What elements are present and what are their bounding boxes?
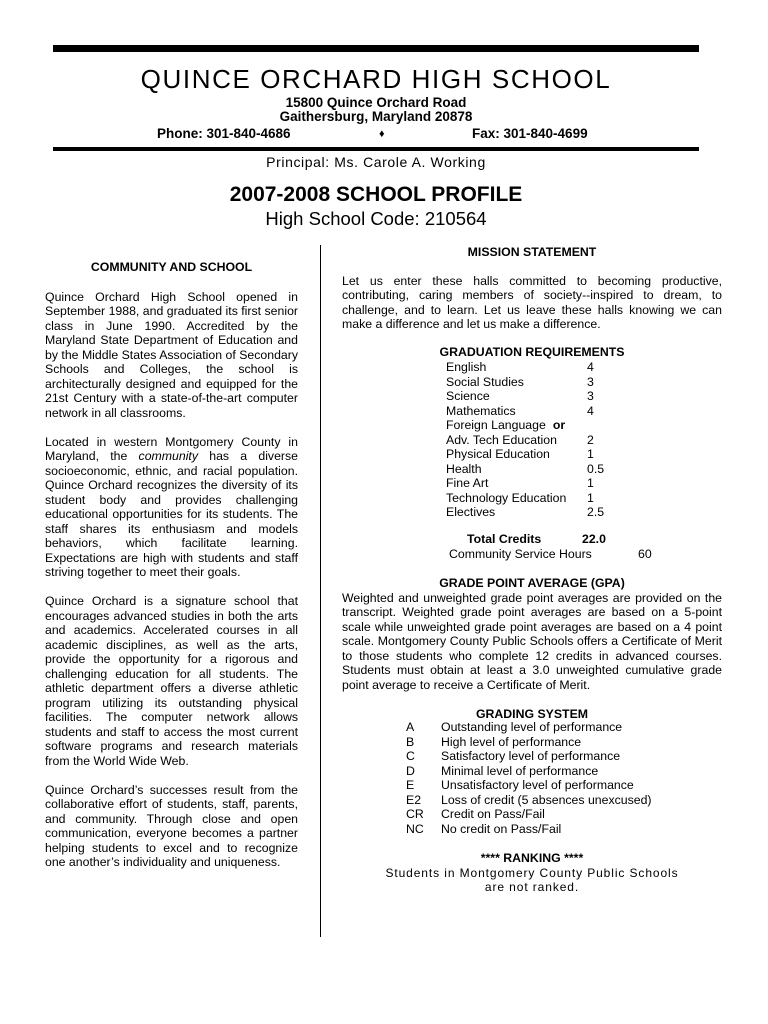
credit-value: 2 bbox=[587, 432, 594, 447]
grade-meaning: High level of performance bbox=[441, 734, 582, 749]
credit-value: 2.5 bbox=[587, 505, 605, 519]
gpa-text: Weighted and unweighted grade point averages are provided on the transcript. Weighted grade point averages are based on a 5-point scale while unweighted grade point averages are based on a 4 point scale. Montgomery County Public Schools offers a Certificate of Merit to those students who complete 12 credits in advanced courses. Students must obtain at least a 3.0 unweighted cumulative grade point average to receive a Certificate of Merit. bbox=[342, 590, 722, 692]
gpa-section bbox=[342, 576, 722, 692]
community-heading: COMMUNITY AND SCHOOL bbox=[90, 260, 253, 274]
high-school-code: High School Code: 210564 bbox=[265, 208, 487, 229]
subject-label: English bbox=[446, 360, 487, 374]
subject-label: Health bbox=[446, 461, 482, 476]
subject-label: Foreign Language or bbox=[446, 418, 566, 432]
grading-row bbox=[406, 822, 561, 837]
total-credits-value: 22.0 bbox=[582, 532, 606, 546]
mission-text: Let us enter these halls committed to becoming productive, contributing, caring members of society--inspired to dream, to challenge, and to learn. Let us leave these halls knowing we can make a difference and let us make a difference. bbox=[342, 273, 722, 331]
address-line-2: Gaithersburg, Maryland 20878 bbox=[279, 109, 473, 124]
grade-meaning: No credit on Pass/Fail bbox=[441, 821, 562, 836]
grade-meaning: Satisfactory level of performance bbox=[441, 749, 621, 763]
grading-row bbox=[406, 764, 598, 779]
grade-letter: B bbox=[406, 734, 415, 749]
graduation-row bbox=[446, 447, 594, 462]
gpa-heading: GRADE POINT AVERAGE (GPA) bbox=[439, 576, 625, 590]
grading-row bbox=[406, 749, 620, 764]
separator-diamond: ♦ bbox=[379, 128, 385, 140]
graduation-heading: GRADUATION REQUIREMENTS bbox=[439, 345, 625, 359]
header-rule bbox=[53, 147, 699, 151]
profile-title: 2007-2008 SCHOOL PROFILE bbox=[229, 183, 523, 206]
subject-label: Adv. Tech Education bbox=[446, 432, 557, 447]
service-hours-label: Community Service Hours bbox=[449, 547, 592, 561]
subject-label: Electives bbox=[446, 505, 496, 519]
phone-number: Phone: 301-840-4686 bbox=[157, 126, 291, 141]
community-paragraph-1: Quince Orchard High School opened in September 1988, and graduated its first senior class in June 1990. Accredited by the Maryland State Department of Education and by the Middle States Association of Secondary Schools and Colleges, the school is architecturally designed and equipped for the 21st Century with a state-of-the-art computer network in all classrooms. bbox=[45, 289, 298, 420]
subject-label: Science bbox=[446, 389, 490, 403]
community-section bbox=[45, 260, 298, 884]
grade-meaning: Minimal level of performance bbox=[441, 763, 599, 778]
graduation-row bbox=[446, 505, 604, 520]
principal-line: Principal: Ms. Carole A. Working bbox=[266, 154, 486, 170]
credit-value: 3 bbox=[587, 374, 594, 389]
credit-value: 1 bbox=[587, 490, 594, 505]
or-label: or bbox=[552, 418, 566, 432]
community-paragraph-2: Located in western Montgomery County in Maryland, the community has a diverse socioeconomic, ethnic, and racial population. Quince Orchard recognizes the diversity of its student body and provides challenging educational opportunities for its students. The staff shares its enthusiasm and models behaviors, which facilitate learning. Expectations are high with students and staff striving together to meet their goals. bbox=[45, 434, 298, 579]
graduation-row bbox=[446, 476, 594, 491]
graduation-row bbox=[446, 433, 594, 448]
credit-value: 1 bbox=[587, 476, 594, 490]
grading-row bbox=[406, 793, 652, 808]
subject-label: Technology Education bbox=[446, 490, 567, 505]
ranking-section bbox=[342, 851, 722, 895]
community-paragraph-3: Quince Orchard is a signature school that encourages advanced studies in both the arts and academics. Accelerated courses in all academic disciplines, as well as the arts, provide the opportunity for a rigorous and challenging education for all students. The athletic department offers a diverse athletic program utilizing its outstanding physical facilities. The computer network allows students and staff to access the most current software programs and research materials from the World Wide Web. bbox=[45, 594, 298, 768]
community-emphasis: community bbox=[138, 449, 198, 463]
subject-label: Social Studies bbox=[446, 374, 524, 389]
graduation-row bbox=[446, 360, 594, 375]
subject-label: Physical Education bbox=[446, 447, 550, 461]
grade-letter: NC bbox=[406, 821, 424, 836]
grading-row bbox=[406, 720, 622, 735]
credit-value: 4 bbox=[587, 403, 594, 418]
school-name: QUINCE ORCHARD HIGH SCHOOL bbox=[140, 64, 612, 94]
grade-letter: D bbox=[406, 763, 415, 778]
ranking-heading: **** RANKING **** bbox=[480, 851, 584, 865]
grade-letter: C bbox=[406, 749, 415, 763]
grade-meaning: Outstanding level of performance bbox=[441, 720, 623, 734]
fax-number: Fax: 301-840-4699 bbox=[472, 126, 588, 141]
credit-value: 3 bbox=[587, 389, 594, 403]
grade-letter: E bbox=[406, 778, 415, 792]
subject-label: Fine Art bbox=[446, 476, 489, 490]
graduation-row bbox=[446, 418, 587, 433]
grading-row bbox=[406, 778, 634, 793]
graduation-row bbox=[446, 462, 604, 477]
credit-value: 4 bbox=[587, 360, 594, 374]
graduation-row bbox=[446, 404, 594, 419]
grade-letter: E2 bbox=[406, 792, 422, 807]
grade-meaning: Unsatisfactory level of performance bbox=[441, 778, 634, 792]
ranking-line-1: Students in Montgomery County Public Schools bbox=[385, 865, 679, 880]
mission-heading: MISSION STATEMENT bbox=[467, 245, 597, 259]
grade-meaning: Credit on Pass/Fail bbox=[441, 807, 545, 821]
graduation-row bbox=[446, 375, 594, 390]
total-credits-label: Total Credits bbox=[467, 532, 542, 546]
grade-letter: A bbox=[406, 720, 415, 734]
address-line-1: 15800 Quince Orchard Road bbox=[285, 95, 467, 110]
service-hours-value: 60 bbox=[638, 547, 652, 561]
credit-value: 0.5 bbox=[587, 461, 605, 476]
ranking-line-2: are not ranked. bbox=[484, 880, 580, 894]
subject-label: Mathematics bbox=[446, 403, 516, 418]
grade-letter: CR bbox=[406, 807, 424, 821]
grading-row bbox=[406, 735, 581, 750]
grade-meaning: Loss of credit (5 absences unexcused) bbox=[441, 792, 652, 807]
graduation-row bbox=[446, 491, 594, 506]
community-paragraph-4: Quince Orchard’s successes result from the collaborative effort of students, staff, parents, and community. Through close and open communication, everyone becomes a partner helping students to excel and to recognize one another’s individuality and uniqueness. bbox=[45, 782, 298, 869]
mission-section bbox=[342, 245, 722, 332]
credit-value: 1 bbox=[587, 447, 594, 461]
grading-heading: GRADING SYSTEM bbox=[475, 707, 589, 721]
column-divider bbox=[320, 245, 321, 937]
graduation-row bbox=[446, 389, 594, 404]
top-rule bbox=[53, 45, 699, 52]
grading-row bbox=[406, 807, 545, 822]
